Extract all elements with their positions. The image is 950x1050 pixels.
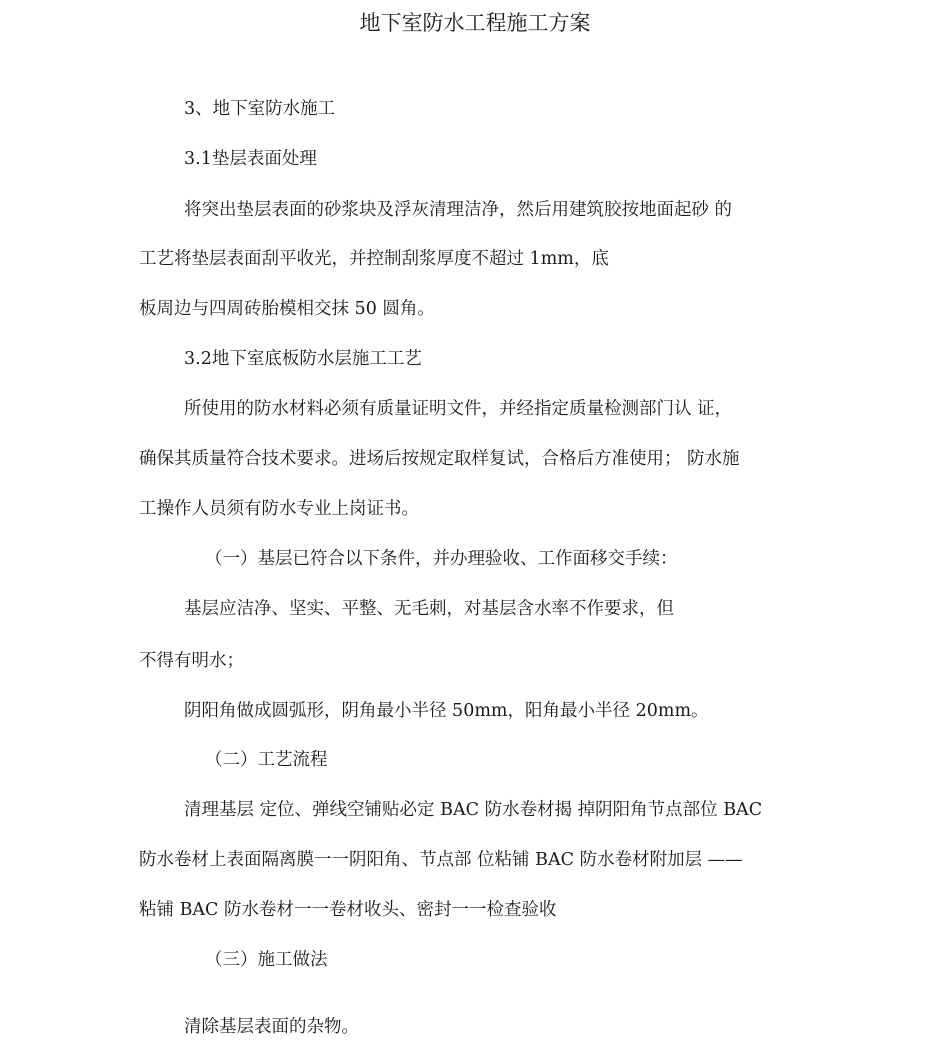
paragraph-line: 板周边与四周砖胎模相交抹 50 圆角。: [139, 299, 435, 319]
paragraph-line: 基层应洁净、坚实、平整、无毛刺，对基层含水率不作要求，但: [184, 599, 674, 619]
paragraph-line: 所使用的防水材料必须有质量证明文件，并经指定质量检测部门认 证，: [184, 399, 733, 419]
section-heading: 3、地下室防水施工: [184, 99, 336, 119]
paragraph-line: 防水卷材上表面隔离膜一一阴阳角、节点部 位粘铺 BAC 防水卷材附加层 ——: [139, 850, 743, 870]
paragraph-line: 工艺将垫层表面刮平收光，并控制刮浆厚度不超过 1mm，底: [139, 249, 609, 269]
subsection-heading: 3.2地下室底板防水层施工工艺: [184, 349, 422, 369]
list-heading: （二）工艺流程: [205, 750, 328, 770]
paragraph-line: 确保其质量符合技术要求。进场后按规定取样复试，合格后方准使用； 防水施: [139, 449, 740, 469]
paragraph-line: 工操作人员须有防水专业上岗证书。: [139, 499, 419, 519]
list-heading: （一）基层已符合以下条件，并办理验收、工作面移交手续：: [205, 549, 678, 569]
subsection-heading: 3.1垫层表面处理: [184, 149, 317, 169]
paragraph-line: 清除基层表面的杂物。: [184, 1017, 359, 1037]
paragraph-line: 不得有明水；: [139, 651, 244, 671]
paragraph-line: 清理基层 定位、弹线空铺贴必定 BAC 防水卷材揭 掉阴阳角节点部位 BAC: [184, 800, 763, 820]
paragraph-line: 阴阳角做成圆弧形，阴角最小半径 50mm，阳角最小半径 20mm。: [184, 701, 709, 721]
list-heading: （三）施工做法: [205, 950, 328, 970]
paragraph-line: 将突出垫层表面的砂浆块及浮灰清理洁净，然后用建筑胶按地面起砂 的: [184, 200, 733, 220]
paragraph-line: 粘铺 BAC 防水卷材一一卷材收头、密封一一检查验收: [139, 900, 557, 920]
document-title: 地下室防水工程施工方案: [359, 11, 591, 35]
